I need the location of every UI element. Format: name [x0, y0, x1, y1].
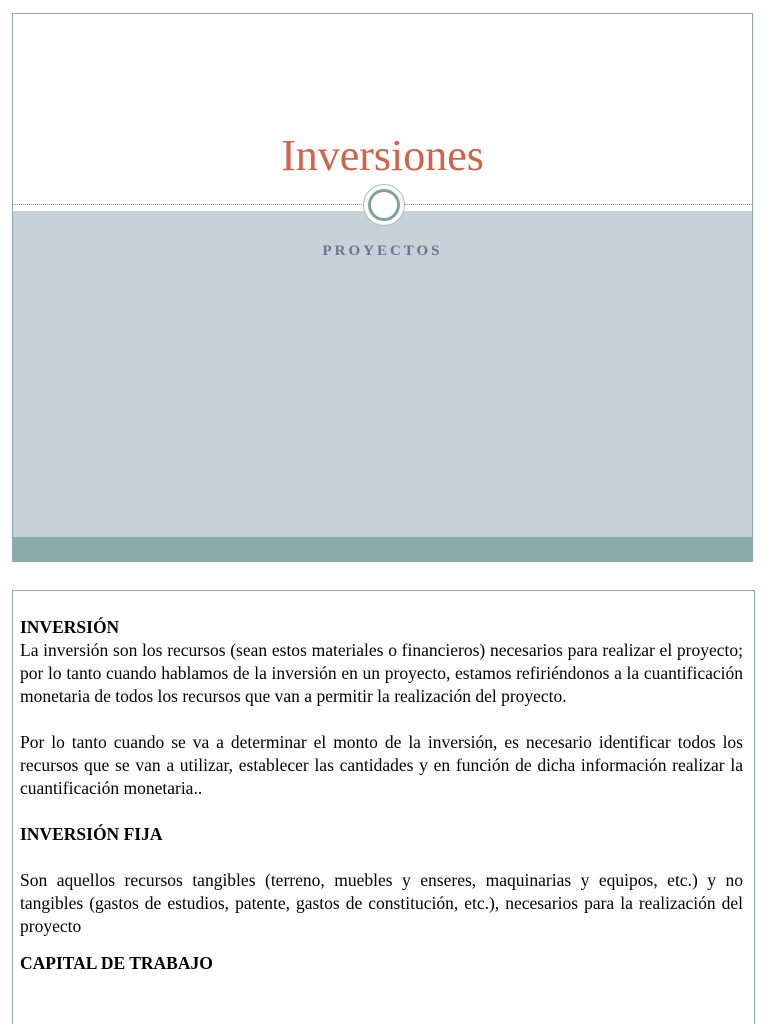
slide-title: Inversiones — [281, 131, 484, 180]
slide-subtitle: PROYECTOS — [322, 243, 443, 259]
circle-ornament-icon — [363, 184, 405, 226]
paragraph-determination: Por lo tanto cuando se va a determinar el monto de la inversión, es necesario identificar todos los recursos que se van a utilizar, establecer las cantidades y en función de dicha información realizar la cuantificación monetaria.. — [20, 732, 743, 798]
title-slide — [12, 13, 753, 562]
footer-band — [13, 537, 752, 562]
heading-inversion: INVERSIÓN — [20, 617, 120, 637]
heading-capital-trabajo: CAPITAL DE TRABAJO — [20, 953, 213, 973]
spacer — [20, 800, 743, 823]
heading-inversion-fija: INVERSIÓN FIJA — [20, 824, 163, 844]
content-body — [20, 616, 743, 975]
circle-ornament-inner — [368, 189, 400, 221]
spacer — [20, 938, 743, 952]
content-slide — [12, 590, 755, 1024]
paragraph-definition: La inversión son los recursos (sean estos materiales o financieros) necesarios para realizar el proyecto; por lo tanto cuando hablamos de la inversión en un proyecto, estamos refiriéndonos a la cuantificación monetaria de todos los recursos que van a permitir la realización del proyecto. — [20, 640, 743, 706]
spacer — [20, 846, 743, 869]
spacer — [20, 708, 743, 731]
paragraph-inversion-fija: Son aquellos recursos tangibles (terreno, muebles y enseres, maquinarias y equipos, etc.) y no tangibles (gastos de estudios, patente, gastos de constitución, etc.), necesarios para la realización del proyecto — [20, 870, 743, 936]
